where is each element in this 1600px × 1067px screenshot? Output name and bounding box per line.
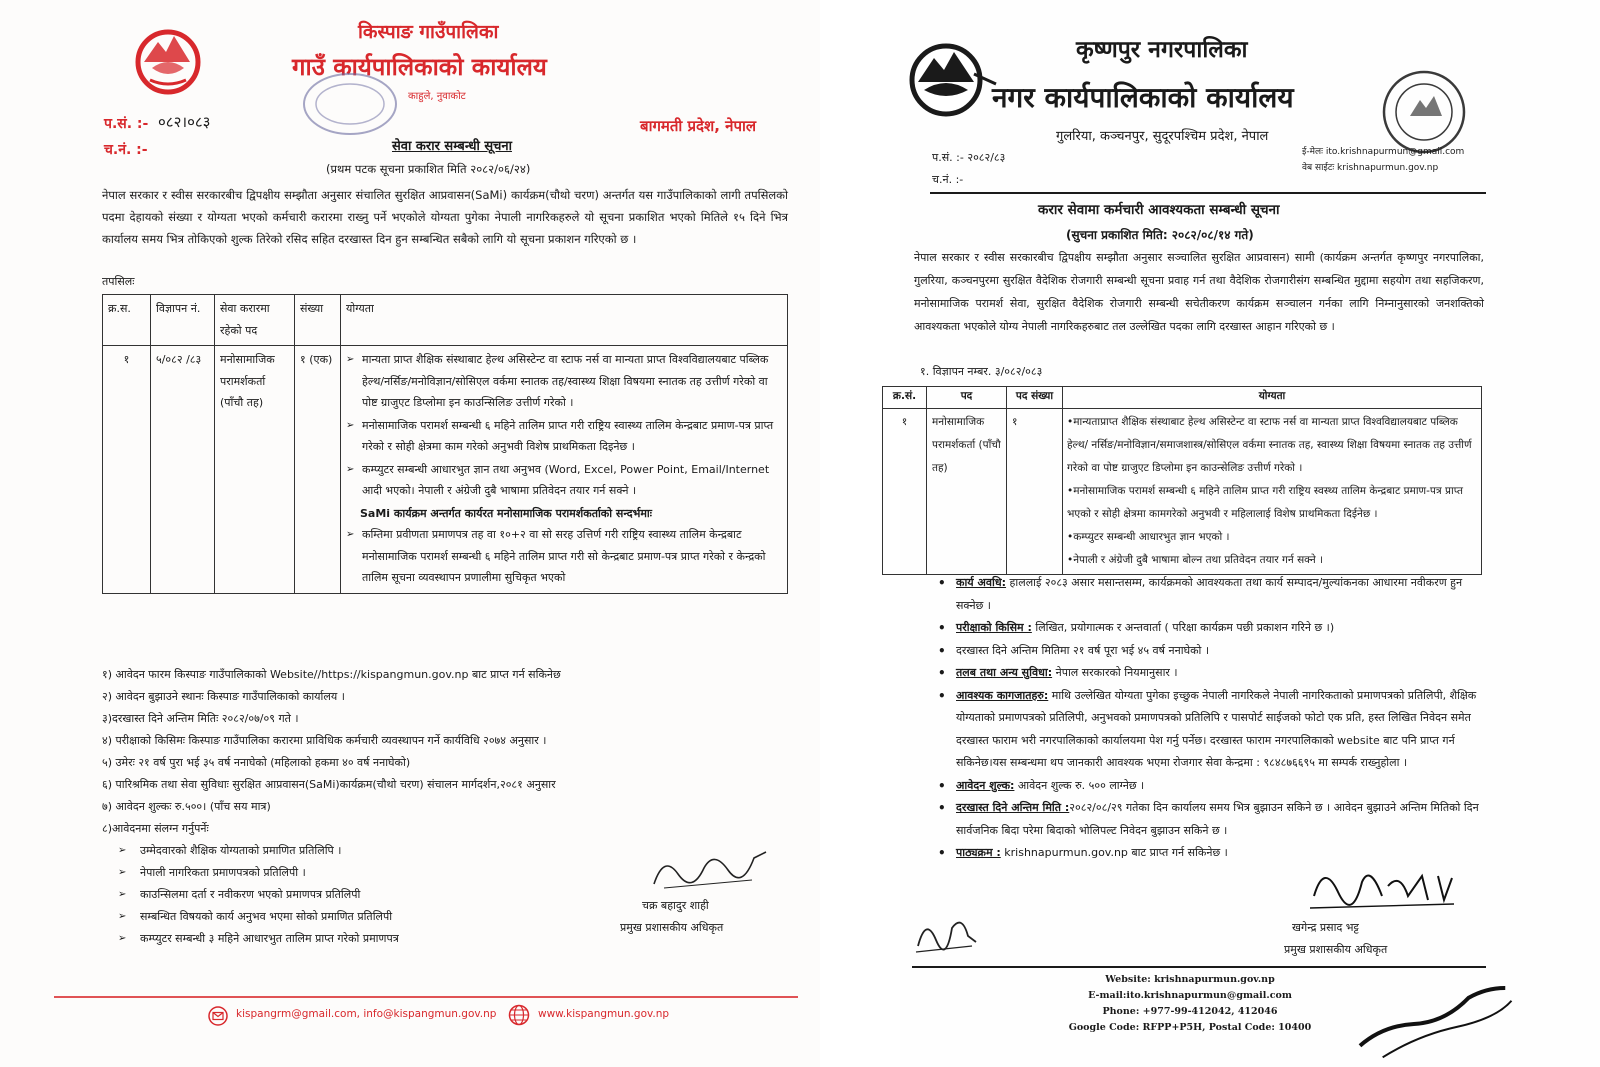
list-item: २) आवेदन बुझाउने स्थानः किस्पाङ गाउँपालिकाको कार्यालय । (102, 690, 345, 703)
conditions-list (102, 664, 561, 840)
list-item: ➢ सम्बन्धित विषयको कार्य अनुभव भएमा सोको प्रमाणित प्रतिलिपी (118, 906, 399, 928)
list-item: ➢ नेपाली नागरिकता प्रमाणपत्रको प्रतिलिपी । (118, 862, 399, 884)
contact-website: Website: krishnapurmun.gov.np (1105, 974, 1275, 985)
notice-title: सेवा करार सम्बन्धी सूचना (392, 139, 512, 154)
signature-icon (634, 844, 774, 894)
list-item: ➢ कम्प्युटर सम्बन्धी ३ महिने आधारभुत तालिम प्राप्त गरेको प्रमाणपत्र (118, 928, 399, 950)
list-item (938, 640, 1486, 663)
table-cell-count: १ (1007, 409, 1063, 575)
table-header: योग्यता (1063, 387, 1482, 409)
condition-label: कार्य अवधि: (956, 576, 1007, 589)
signer-title: प्रमुख प्रशासकीय अधिकृत (1284, 943, 1388, 956)
krishnapur-notice-document (892, 0, 1600, 1067)
intro-paragraph: नेपाल सरकार र स्वीस सरकारबीच द्विपक्षीय सम्झौता अनुसार सञ्चालित सुरक्षित आप्रवासन) सामी (कार्यक्रम अन्तर्गत कृष्णपुर नगरपालिका, गुलरिया, कञ्चनपुरमा सुरक्षित वैदेशिक रोजगारी सम्बन्धी सूचना प्रवाह गर्न तथा वैदेशिक रोजगारीसंग सम्बन्धित मुद्दामा सहयोग तथा सहजिकरण, मनोसामाजिक परामर्श सेवा, सुरक्षित वैदेशिक रोजगारी सम्बन्धी सचेतीकरण कार्यक्रम सञ्चालन गर्नका लागि निम्नानुसारको जनशक्तिको आवश्यकता भएकोले योग्य नेपाली नागरिकहरुबाट तल उल्लेखित पदका लागि दरखास्त आहान गरिएको छ । (914, 251, 1484, 333)
nepal-emblem-icon (900, 40, 1000, 120)
table-header: पद (927, 387, 1007, 409)
condition-text: नेपाल सरकारको नियमानुसार । (1052, 666, 1178, 679)
sami-subheading: SaMi कार्यक्रम अन्तर्गत कार्यरत मनोसामाजिक परामर्शकर्ताको सन्दर्भमाः (360, 506, 652, 520)
office-seal-icon (300, 70, 400, 138)
list-item: ➢ उम्मेदवारको शैक्षिक योग्यताको प्रमाणित प्रतिलिपि । (118, 840, 399, 862)
list-item: ➢ काउन्सिलमा दर्ता र नवीकरण भएको प्रमाणपत्र प्रतिलिपी (118, 884, 399, 906)
list-item: ६) पारिश्रमिक तथा सेवा सुविधाः सुरक्षित आप्रवासन(SaMi)कार्यक्रम(चौथो चरण) संचालन मार्गदर्शन,२०८१ अनुसार (102, 778, 556, 791)
table-header: सेवा करारमा रहेको पद (215, 295, 295, 346)
signer-name: खगेन्द्र प्रसाद भट्ट (1292, 921, 1359, 934)
condition-label: दरखास्त दिने अन्तिम मिति : (956, 801, 1070, 814)
footer-website: www.kispangmun.gov.np (538, 1008, 670, 1020)
list-item: १) आवेदन फारम किस्पाङ गाउँपालिकाको Website//https://kispangmun.gov.np बाट प्राप्त गर्न सकिनेछ (102, 668, 561, 681)
reference-label: प.सं. :- (104, 116, 149, 132)
list-item (938, 572, 1486, 617)
table-row (103, 346, 788, 594)
table-cell-count: १ (एक) (295, 346, 341, 594)
footer-divider (54, 996, 798, 998)
table-header: पद संख्या (1007, 387, 1063, 409)
list-item (938, 617, 1486, 640)
footer-email: kispangrm@gmail.com, info@kispangmun.gov.np (236, 1008, 497, 1020)
condition-text: माथि उल्लेखित योग्यता पुगेका इच्छुक नेपाली नागरिकले नेपाली नागरिकताको प्रमाणपत्रको प्रतिलिपी, शैक्षिक योग्यताको प्रमाणपत्रको प्रतिलिपी, अनुभवको प्रमाणपत्रको प्रतिलिपि र पासपोर्ट साईजको फोटो एक प्रति, हस्त लिखित निवेदन समेत दरखास्त फाराम भरी नगरपालिकाको कार्यालयमा पेश गर्नु पर्नेछ। दरखास्त फाराम नगरपालिकाको website बाट पनि प्राप्त गर्न सकिनेछ।यस सम्बन्धमा थप जानकारी आवश्यक भएमा रोजगार सेवा केन्द्रमा : ९८४८७६६९५ मा सम्पर्क राख्नुहोला । (956, 688, 1477, 769)
list-item: ➢ कम्तिमा प्रवीणता प्रमाणपत्र तह वा १०+२ वा सो सरह उत्तिर्ण गरी राष्ट्रिय स्वास्थ्य तालिम केन्द्रबाट मनोसामाजिक परामर्श सम्बन्धी ६ महिने तालिम प्राप्त गरी सो केन्द्रबाट प्रमाण-पत्र प्राप्त गरेको र केन्द्रको तालिम सूचना व्यवस्थापन प्रणालीमा सुचिकृत भएको (346, 524, 782, 589)
condition-text: २०८२/०८/२९ गतेका दिन कार्यालय समय भित्र बुझाउन सकिने छ । आवेदन बुझाउने अन्तिम मितिको दिन सार्वजनिक बिदा परेमा बिदाको भोलिपल्ट निवेदन बुझाउन सकिने छ । (956, 801, 1479, 837)
email-icon (208, 1006, 228, 1026)
list-item (938, 662, 1486, 685)
list-item (938, 775, 1486, 798)
reference-number: प.सं. :- २०८२/८३ (932, 151, 1006, 164)
contact-codes: Google Code: RFPP+P5H, Postal Code: 10400 (1068, 1022, 1312, 1033)
signature-icon (1304, 856, 1464, 920)
condition-text: लिखित, प्रयोगात्मक र अन्तवार्ता ( परिक्षा कार्यक्रम पछी प्रकाशन गरिने छ ।) (1031, 621, 1335, 634)
table-header: योग्यता (341, 295, 788, 346)
conditions-list (938, 572, 1486, 865)
condition-label: आवश्यक कागजातहरु: (956, 688, 1049, 702)
office-email: ई-मेलः ito.krishnapurmun@gmail.com (1302, 147, 1465, 157)
table-cell-sn: १ (103, 346, 151, 594)
signer-title: प्रमुख प्रशासकीय अधिकृत (620, 921, 724, 934)
required-documents-list (118, 840, 399, 950)
list-item: •कम्प्युटर सम्बन्धी आधारभुत ज्ञान भएको । (1067, 531, 1230, 543)
list-item: ४) परीक्षाको किसिमः किस्पाङ गाउँपालिका करारमा प्राविधिक कर्मचारी व्यवस्थापन गर्ने कार्यविधि २०७४ अनुसार । (102, 734, 547, 747)
list-item: ८)आवेदनमा संलग्न गर्नुपर्नेः (102, 822, 209, 835)
table-header: क्र.स. (103, 295, 151, 346)
table-cell-post: मनोसामाजिक परामर्शकर्ता (पाँचौ तह) (927, 409, 1007, 575)
list-item: •नेपाली र अंग्रेजी दुबै भाषामा बोल्न तथा प्रतिवेदन तयार गर्न सक्ने । (1067, 554, 1324, 566)
condition-label: परीक्षाको किसिम : (956, 621, 1032, 634)
table-cell-sn: १ (883, 409, 927, 575)
signature-icon (912, 906, 982, 956)
advertisement-number: १. विज्ञापन नम्बर. ३/०८२/०८३ (920, 365, 1043, 378)
notice-title: करार सेवामा कर्मचारी आवश्यकता सम्बन्धी सूचना (1038, 202, 1280, 218)
list-item: ७) आवेदन शुल्कः रु.५००। (पाँच सय मात्र) (102, 800, 271, 813)
table-header-row (103, 295, 788, 346)
name-stamp-icon (1342, 980, 1522, 1050)
table-cell-qualifications (1063, 409, 1482, 575)
contact-block (1060, 972, 1320, 1036)
list-item: ➢ मान्यता प्राप्त शैक्षिक संस्थाबाट हेल्थ असिस्टेन्ट वा स्टाफ नर्स वा मान्यता प्राप्त विश्वविद्यालयबाट पब्लिक हेल्थ/नर्सिङ/मनोविज्ञान/सोसिएल वर्कमा स्नातक तह/स्वास्थ्य शिक्षा विषयमा स्नातक तह उत्तीर्ण गरेको वा पोष्ट ग्राजुएट डिप्लोमा इन काउन्सिलिङ उत्तीर्ण गरेको । (346, 349, 782, 414)
dispatch-label: च.नं. :- (104, 142, 148, 158)
vacancy-table (102, 294, 788, 594)
list-item (938, 797, 1486, 842)
office-name: नगर कार्यपालिकाको कार्यालय (992, 81, 1294, 114)
office-website: वेब साईटः krishnapurmun.gov.np (1302, 163, 1439, 173)
condition-label: आवेदन शुल्क: (956, 778, 1015, 792)
province-name: बागमती प्रदेश, नेपाल (640, 117, 757, 135)
vacancy-table (882, 386, 1482, 575)
dispatch-label: च.नं. :- (932, 173, 964, 186)
reference-number: ०८२।०८३ (158, 113, 211, 131)
table-header: क्र.सं. (883, 387, 927, 409)
contact-phone: Phone: +977-99-412042, 412046 (1102, 1006, 1278, 1017)
publish-date: (प्रथम पटक सूचना प्रकाशित मिति २०८२/०६/२४) (326, 162, 531, 176)
condition-text: दरखास्त दिने अन्तिम मितिमा २१ वर्ष पूरा भई ४५ वर्ष ननाघेको । (956, 643, 1210, 657)
footer-divider (912, 966, 1486, 968)
table-cell-post: मनोसामाजिक परामर्शकर्ता (पाँचौ तह) (215, 346, 295, 594)
nepal-emblem-icon (130, 22, 206, 94)
table-cell-qualifications (341, 346, 788, 594)
sami-qualification-list (346, 524, 782, 589)
condition-text: आवेदन शुल्क रु. ५०० लाग्नेछ । (1014, 778, 1145, 792)
table-header: विज्ञापन नं. (151, 295, 215, 346)
condition-text: हाललाई २०८३ असार मसान्तसम्म, कार्यक्रमको आवश्यकता तथा कार्य सम्पादन/मुल्यांकनका आधारमा नवीकरण हुन सक्नेछ । (956, 576, 1463, 612)
globe-icon (508, 1004, 530, 1026)
list-item: ५) उमेरः २१ वर्ष पुरा भई ३५ वर्ष ननाघेको (महिलाको हकमा ४० वर्ष ननाघेको) (102, 756, 411, 769)
municipality-name: किस्पाङ गाउँपालिका (358, 21, 499, 43)
header-divider (930, 192, 1486, 194)
list-item: ३)दरखास्त दिने अन्तिम मितिः २०८२/०७/०९ गते । (102, 712, 299, 725)
condition-label: पाठ्यक्रम : (956, 846, 1001, 859)
contact-email: E-mail:ito.krishnapurmun@gmail.com (1088, 990, 1292, 1001)
office-location: काहुले, नुवाकोट (408, 91, 466, 102)
condition-label: तलब तथा अन्य सुविधा: (956, 666, 1053, 679)
qualification-list (346, 349, 782, 502)
office-address: गुलरिया, कञ्चनपुर, सुदूरपश्चिम प्रदेश, नेपाल (1056, 129, 1269, 144)
list-item: ➢ मनोसामाजिक परामर्श सम्बन्धी ६ महिने तालिम प्राप्त गरी राष्ट्रिय स्वास्थ्य तालिम केन्द्रबाट प्रमाण-पत्र प्राप्त गरेको र सोही क्षेत्रमा काम गरेको अनुभवी विशेष प्राथमिकता दिइनेछ । (346, 415, 782, 458)
table-header-row (883, 387, 1482, 409)
list-item: •मनोसामाजिक परामर्श सम्बन्धी ६ महिने तालिम प्राप्त गरी राष्ट्रिय स्वस्थ्य तालिम केन्द्रबाट प्रमाण-पत्र प्राप्त भएको र सोही क्षेत्रमा कामगरेको अनुभवी र महिलालाई विशेष प्राथमिकता दिईनेछ । (1067, 485, 1463, 520)
list-item (938, 685, 1486, 775)
list-item: ➢ कम्प्युटर सम्बन्धी आधारभुत ज्ञान तथा अनुभव (Word, Excel, Power Point, Email/Internet आदी भएको। नेपाली र अंग्रेजी दुबै भाषामा प्रतिवेदन तयार गर्न सक्ने । (346, 459, 782, 502)
list-item: •मान्यताप्राप्त शैक्षिक संस्थाबाट हेल्थ असिस्टेन्ट वा स्टाफ नर्स वा मान्यता प्राप्त विश्वविद्यालयबाट पब्लिक हेल्थ/ नर्सिङ/मनोविज्ञान/समाजशास्त्र/सोसिएल वर्कमा स्नातक तह, स्वास्थ्य शिक्षा विषयमा स्नातक तह उत्तीर्ण गरेको वा पोष्ट ग्राजुएट डिप्लोमा इन काउन्सेलिङ उत्तीर्ण गरेको । (1067, 416, 1472, 474)
condition-text: krishnapurmun.gov.np बाट प्राप्त गर्न सकिनेछ । (1000, 846, 1228, 859)
table-header: संख्या (295, 295, 341, 346)
office-name: गाउँ कार्यपालिकाको कार्यालय (292, 53, 547, 81)
municipality-name: कृष्णपुर नगरपालिका (1076, 37, 1248, 63)
signer-name: चक्र बहादुर शाही (642, 899, 709, 912)
table-cell-adv-no: ५/०८२ /८३ (151, 346, 215, 594)
publish-date: (सुचना प्रकाशित मिति: २०८२/०८/१४ गते) (1066, 228, 1254, 242)
table-row (883, 409, 1482, 575)
intro-paragraph: नेपाल सरकार र स्वीस सरकारबीच द्विपक्षीय सम्झौता अनुसार संचालित सुरक्षित आप्रवासन(SaMi) कार्यक्रम(चौथो चरण) अन्तर्गत यस गाउँपालिकाको लागी तपसिलको पदमा देहायको संख्या र योग्यता भएको कर्मचारी करारमा राख्नु पर्ने भएकोले योग्यता पुगेका नेपाली नागरिकहरुले यो सूचना प्रकाशित भएको मितिले १५ दिने भित्र कार्यालय समय भित्र तोकिएको शुल्क तिरेको रसिद सहित दरखास्त दिन हुन सम्बन्धित सबैको लागि यो सूचना प्रकाशन गरिएको छ । (102, 188, 788, 246)
details-label: तपसिलः (102, 275, 135, 288)
